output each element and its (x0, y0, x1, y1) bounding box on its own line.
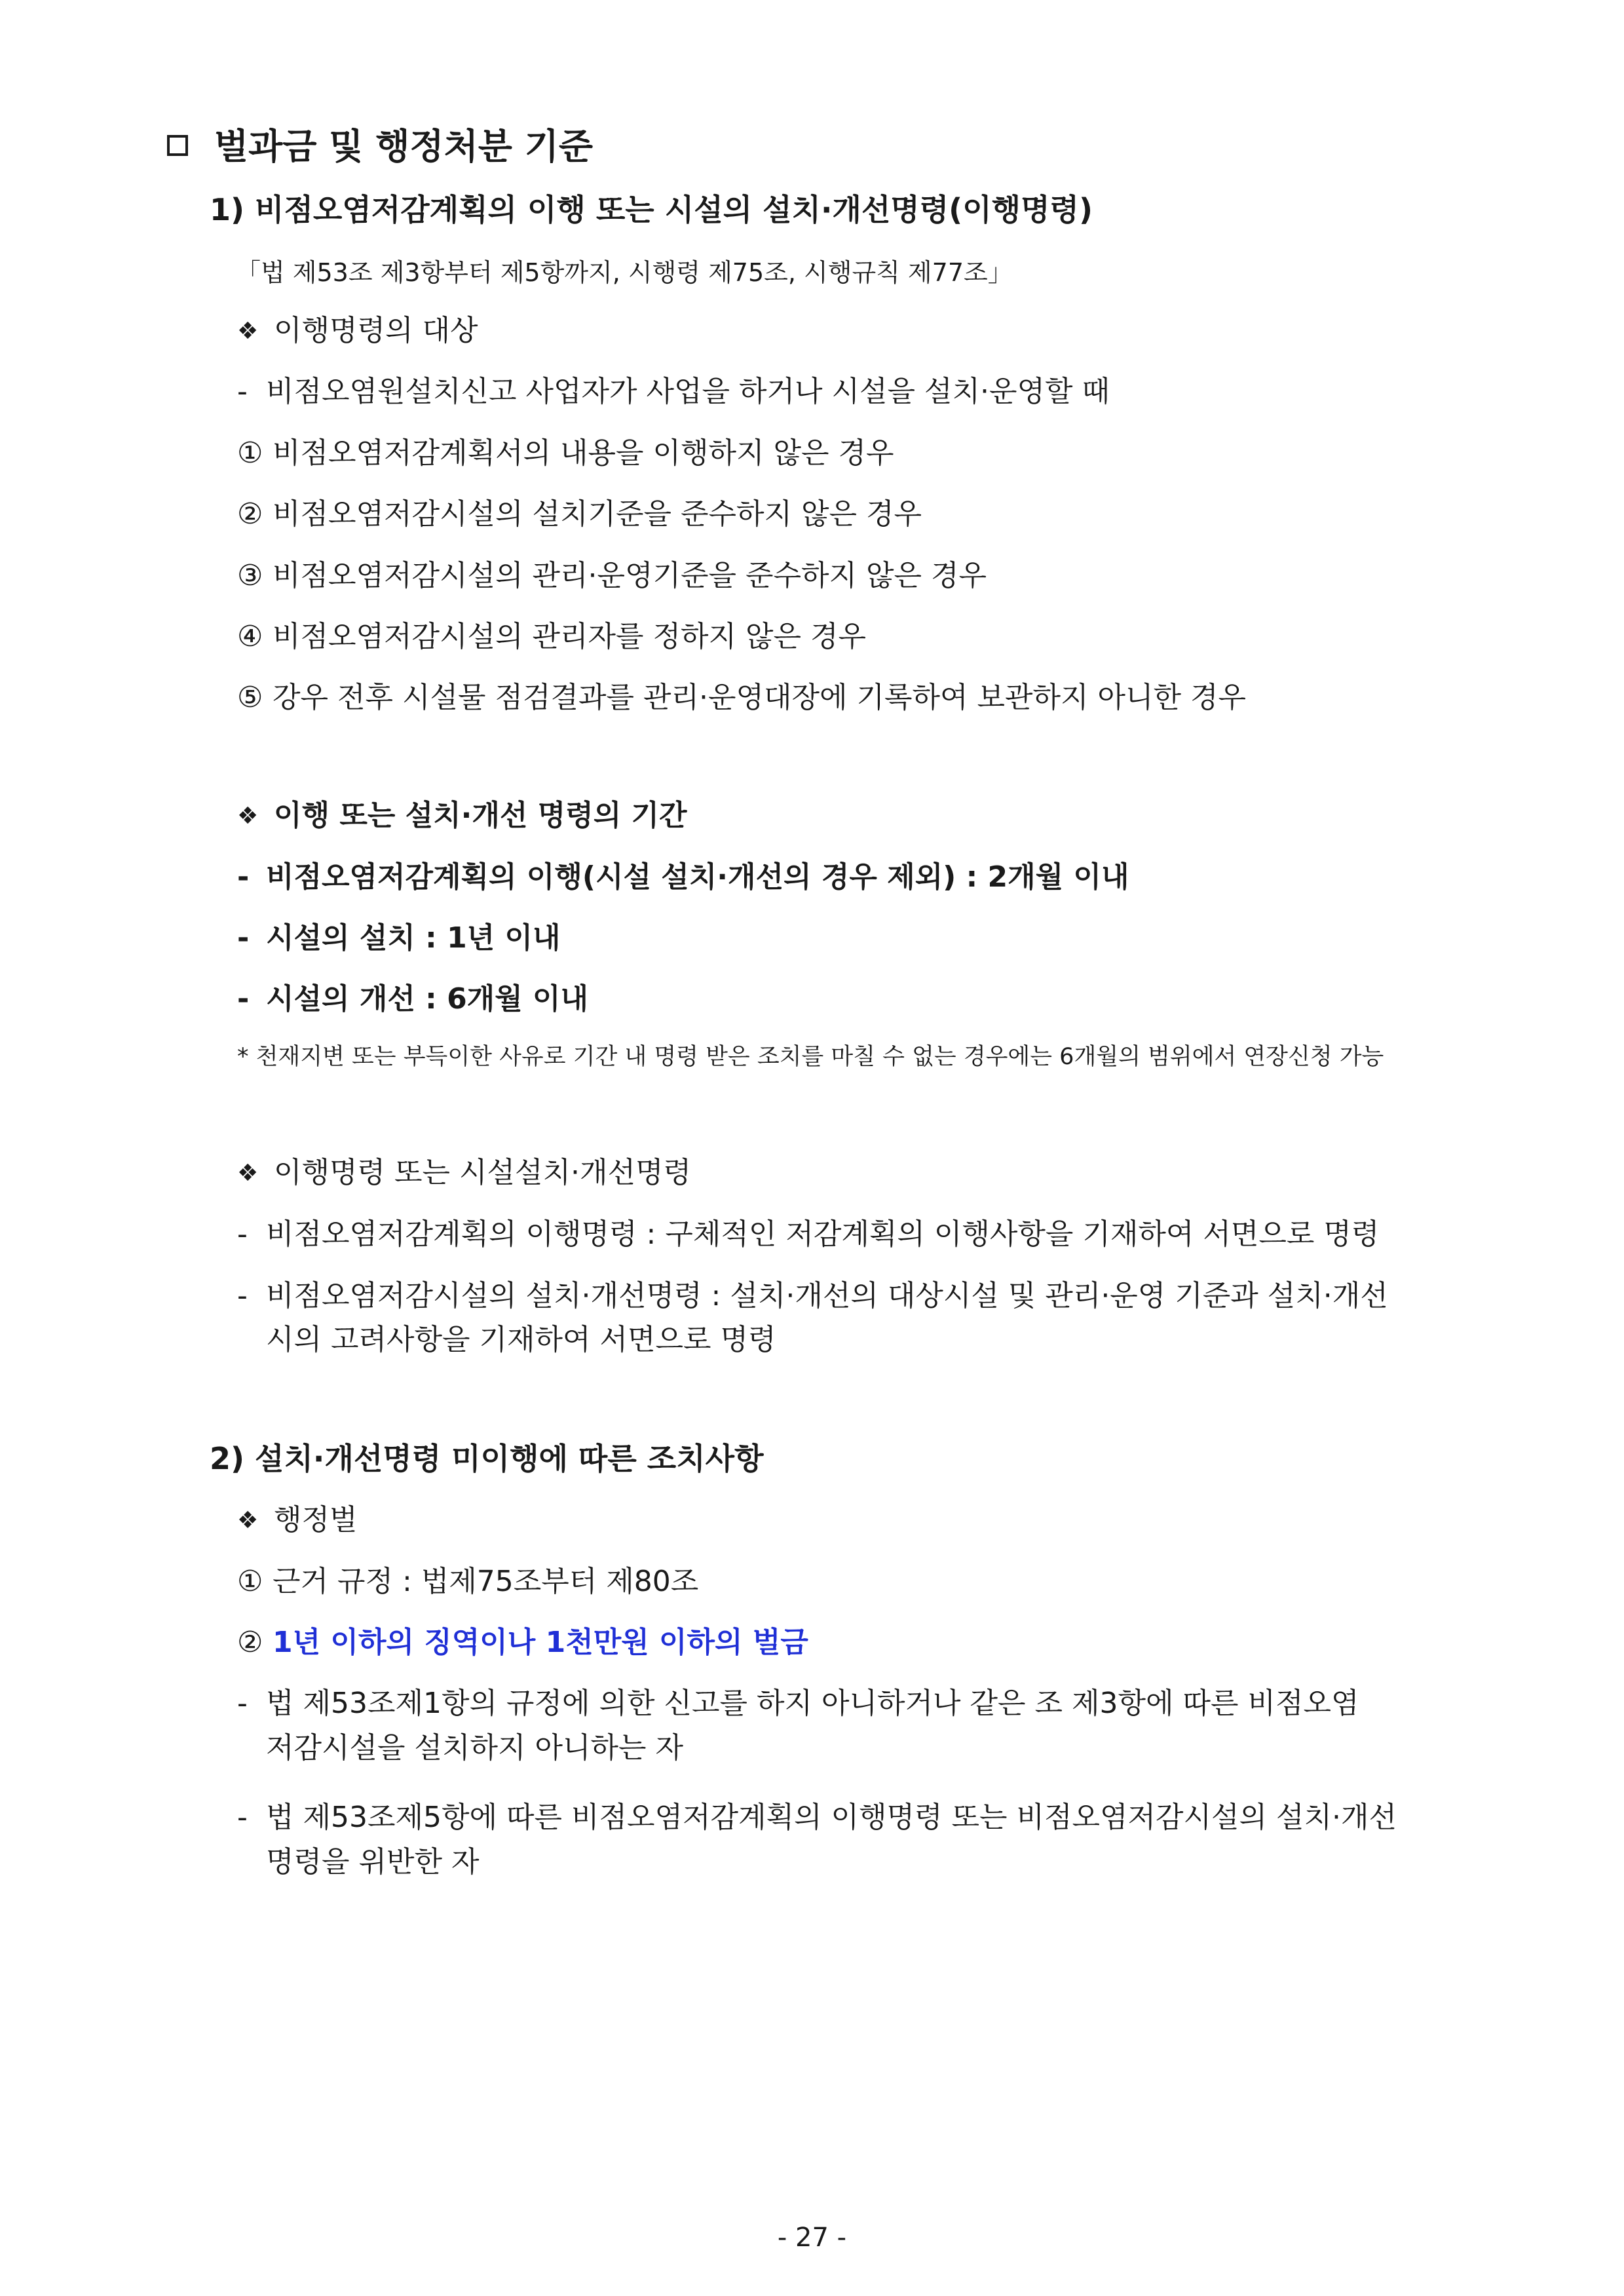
diamond-bullet-icon: ❖ (237, 803, 259, 830)
period-item: - 시설의 설치 : 1년 이내 (237, 921, 561, 955)
diamond-bullet-icon: ❖ (237, 1160, 259, 1187)
period-note: * 천재지변 또는 부득이한 사유로 기간 내 명령 받은 조치를 마칠 수 없는 경우에는 6개월의 범위에서 연장신청 가능 (237, 1044, 1384, 1070)
penalty-item-continuation: 저감시설을 설치하지 아니하는 자 (266, 1731, 684, 1765)
page-number: - 27 - (777, 2223, 847, 2253)
penalty-item: - 법 제53조제1항의 규정에 의한 신고를 하지 아니하거나 같은 조 제3항에 따른 비점오염 (237, 1687, 1359, 1720)
heading-text: 벌과금 및 행정처분 기준 (214, 126, 594, 167)
target-intro: - 비점오염원설치신고 사업자가 사업을 하거나 시설을 설치·운영할 때 (237, 375, 1110, 408)
orders-item-continuation: 시의 고려사항을 기재하여 서면으로 명령 (266, 1323, 776, 1356)
penalty-basis: ① 근거 규정 : 법제75조부터 제80조 (237, 1565, 699, 1598)
penalty-item: - 법 제53조제5항에 따른 비점오염저감계획의 이행명령 또는 비점오염저감시설의 설치·개선 (237, 1801, 1397, 1834)
diamond-bullet-icon: ❖ (237, 318, 259, 345)
orders-subheading: ❖ 이행명령 또는 시설설치·개선명령 (237, 1156, 692, 1189)
penalty-fine: ② 1년 이하의 징역이나 1천만원 이하의 벌금 (237, 1626, 808, 1659)
target-subheading: ❖ 이행명령의 대상 (237, 314, 478, 347)
section2-title: 2) 설치·개선명령 미이행에 따른 조치사항 (210, 1441, 764, 1476)
list-item: ③ 비점오염저감시설의 관리·운영기준을 준수하지 않은 경우 (237, 559, 987, 592)
list-item: ① 비점오염저감계획서의 내용을 이행하지 않은 경우 (237, 436, 894, 470)
list-item: ④ 비점오염저감시설의 관리자를 정하지 않은 경우 (237, 620, 867, 653)
fine-highlight: 1년 이하의 징역이나 1천만원 이하의 벌금 (273, 1626, 808, 1659)
penalty-item-continuation: 명령을 위반한 자 (266, 1845, 480, 1879)
list-item: ② 비점오염저감시설의 설치기준을 준수하지 않은 경우 (237, 497, 922, 531)
legal-reference: 「법 제53조 제3항부터 제5항까지, 시행령 제75조, 시행규칙 제77조」 (236, 258, 1013, 287)
list-item: ⑤ 강우 전후 시설물 점검결과를 관리·운영대장에 기록하여 보관하지 아니한 경우 (237, 681, 1247, 714)
penalty-subheading: ❖ 행정벌 (237, 1503, 358, 1537)
section1-title: 1) 비점오염저감계획의 이행 또는 시설의 설치·개선명령(이행명령) (210, 192, 1093, 227)
orders-item: - 비점오염저감시설의 설치·개선명령 : 설치·개선의 대상시설 및 관리·운영 기준과 설치·개선 (237, 1279, 1388, 1312)
orders-item: - 비점오염저감계획의 이행명령 : 구체적인 저감계획의 이행사항을 기재하여 서면으로 명령 (237, 1217, 1380, 1251)
section-heading (167, 124, 593, 169)
period-item: - 비점오염저감계획의 이행(시설 설치·개선의 경우 제외) : 2개월 이내 (237, 860, 1129, 894)
checkbox-square-icon (167, 135, 188, 156)
period-item: - 시설의 개선 : 6개월 이내 (237, 982, 589, 1016)
period-subheading: ❖ 이행 또는 설치·개선 명령의 기간 (237, 799, 687, 832)
diamond-bullet-icon: ❖ (237, 1507, 259, 1534)
